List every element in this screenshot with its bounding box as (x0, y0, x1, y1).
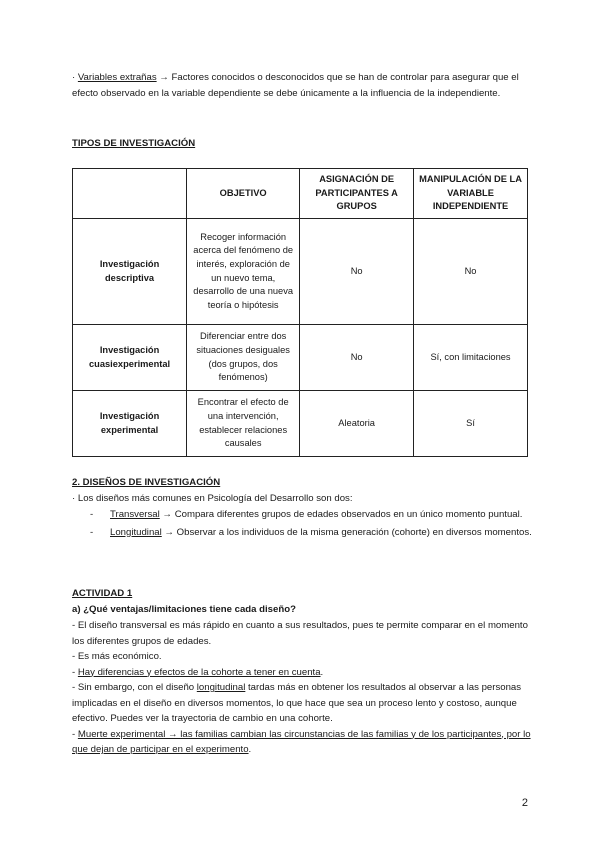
disenos-list (72, 507, 532, 540)
term-longitudinal: Longitudinal (110, 526, 162, 538)
header-empty (73, 169, 187, 219)
variables-extranas-paragraph (72, 70, 532, 101)
answer-line-2: - Es más económico. (72, 651, 162, 662)
actividad-question: a) ¿Qué ventajas/limitaciones tiene cada diseño? (72, 604, 296, 615)
row-type: Investigación cuasiexperimental (73, 325, 187, 391)
table-row (73, 325, 528, 391)
dash: - (72, 666, 78, 678)
disenos-heading: 2. DISEÑOS DE INVESTIGACIÓN (72, 477, 221, 488)
row-asignacion: No (300, 325, 414, 391)
row-manipulacion: Sí, con limitaciones (414, 325, 528, 391)
row-objetivo: Recoger información acerca del fenómeno de interés, exploración de un nuevo tema, desarrollo de una nueva teoría o hipótesis (187, 219, 300, 325)
row-asignacion: No (300, 219, 414, 325)
muerte-experimental-text: Muerte experimental → las familias cambian las circunstancias de las familias y de los participantes, por lo que dejan de participar en el experimento (72, 728, 531, 755)
row-manipulacion: No (414, 219, 528, 325)
answer-line-5 (72, 727, 532, 758)
period: . (320, 666, 324, 678)
list-item (72, 525, 532, 541)
actividad-answers (72, 618, 532, 758)
row-objetivo: Encontrar el efecto de una intervención, establecer relaciones causales (187, 391, 300, 457)
period: . (248, 744, 252, 755)
bullet: · (72, 72, 78, 83)
list-dash: - (90, 509, 94, 520)
term-variables-extranas: Variables extrañas (77, 72, 157, 83)
answer-line-4 (72, 680, 532, 727)
table-header-row (73, 169, 528, 219)
row-type: Investigación descriptiva (73, 219, 187, 325)
longitudinal-text: → Observar a los individuos de la misma generación (cohorte) en diversos momentos. (161, 526, 532, 538)
table-row (73, 219, 528, 325)
list-item (72, 507, 532, 523)
row-manipulacion: Sí (414, 391, 528, 457)
text: - Sin embargo, con el diseño (72, 682, 197, 693)
definition-text: → Factores conocidos o desconocidos que se han de controlar para asegurar que el efecto observado en la variable dependiente se debe únicamente a la influencia de la independiente. (72, 72, 519, 99)
transversal-text: → Compara diferentes grupos de edades observados en un único momento puntual. (159, 509, 523, 520)
disenos-intro: · Los diseños más comunes en Psicología del Desarrollo son dos: (72, 493, 353, 504)
page-number: 2 (521, 797, 528, 809)
actividad-heading: ACTIVIDAD 1 (72, 588, 133, 599)
header-manipulacion: MANIPULACIÓN DE LA VARIABLE INDEPENDIENTE (414, 169, 528, 219)
dash: - (72, 728, 78, 740)
row-objetivo: Diferenciar entre dos situaciones desiguales (dos grupos, dos fenómenos) (187, 325, 300, 391)
answer-line-1: - El diseño transversal es más rápido en cuanto a sus resultados, pues te permite comparar en el momento los diferentes grupos de edades. (72, 620, 528, 647)
term-transversal: Transversal (110, 509, 160, 520)
table-row (73, 391, 528, 457)
header-objetivo: OBJETIVO (187, 169, 300, 219)
tipos-heading: TIPOS DE INVESTIGACIÓN (72, 138, 196, 149)
header-asignacion: ASIGNACIÓN DE PARTICIPANTES A GRUPOS (300, 169, 414, 219)
row-type: Investigación experimental (73, 391, 187, 457)
row-asignacion: Aleatoria (300, 391, 414, 457)
term-longitudinal-inline: longitudinal (196, 682, 246, 693)
list-dash: - (90, 526, 94, 538)
cohort-effects-text: Hay diferencias y efectos de la cohorte a tener en cuenta (77, 666, 321, 678)
answer-line-3 (72, 665, 532, 681)
text: tardas más en obtener los resultados al observar a las personas implicadas en el diseño en diversos momentos, lo que hace que sea un proceso lento y costoso, aunque efectivo. Puedes ver la trayectoria de cambio en una cohorte. (72, 682, 522, 724)
investigation-types-table (72, 168, 528, 457)
